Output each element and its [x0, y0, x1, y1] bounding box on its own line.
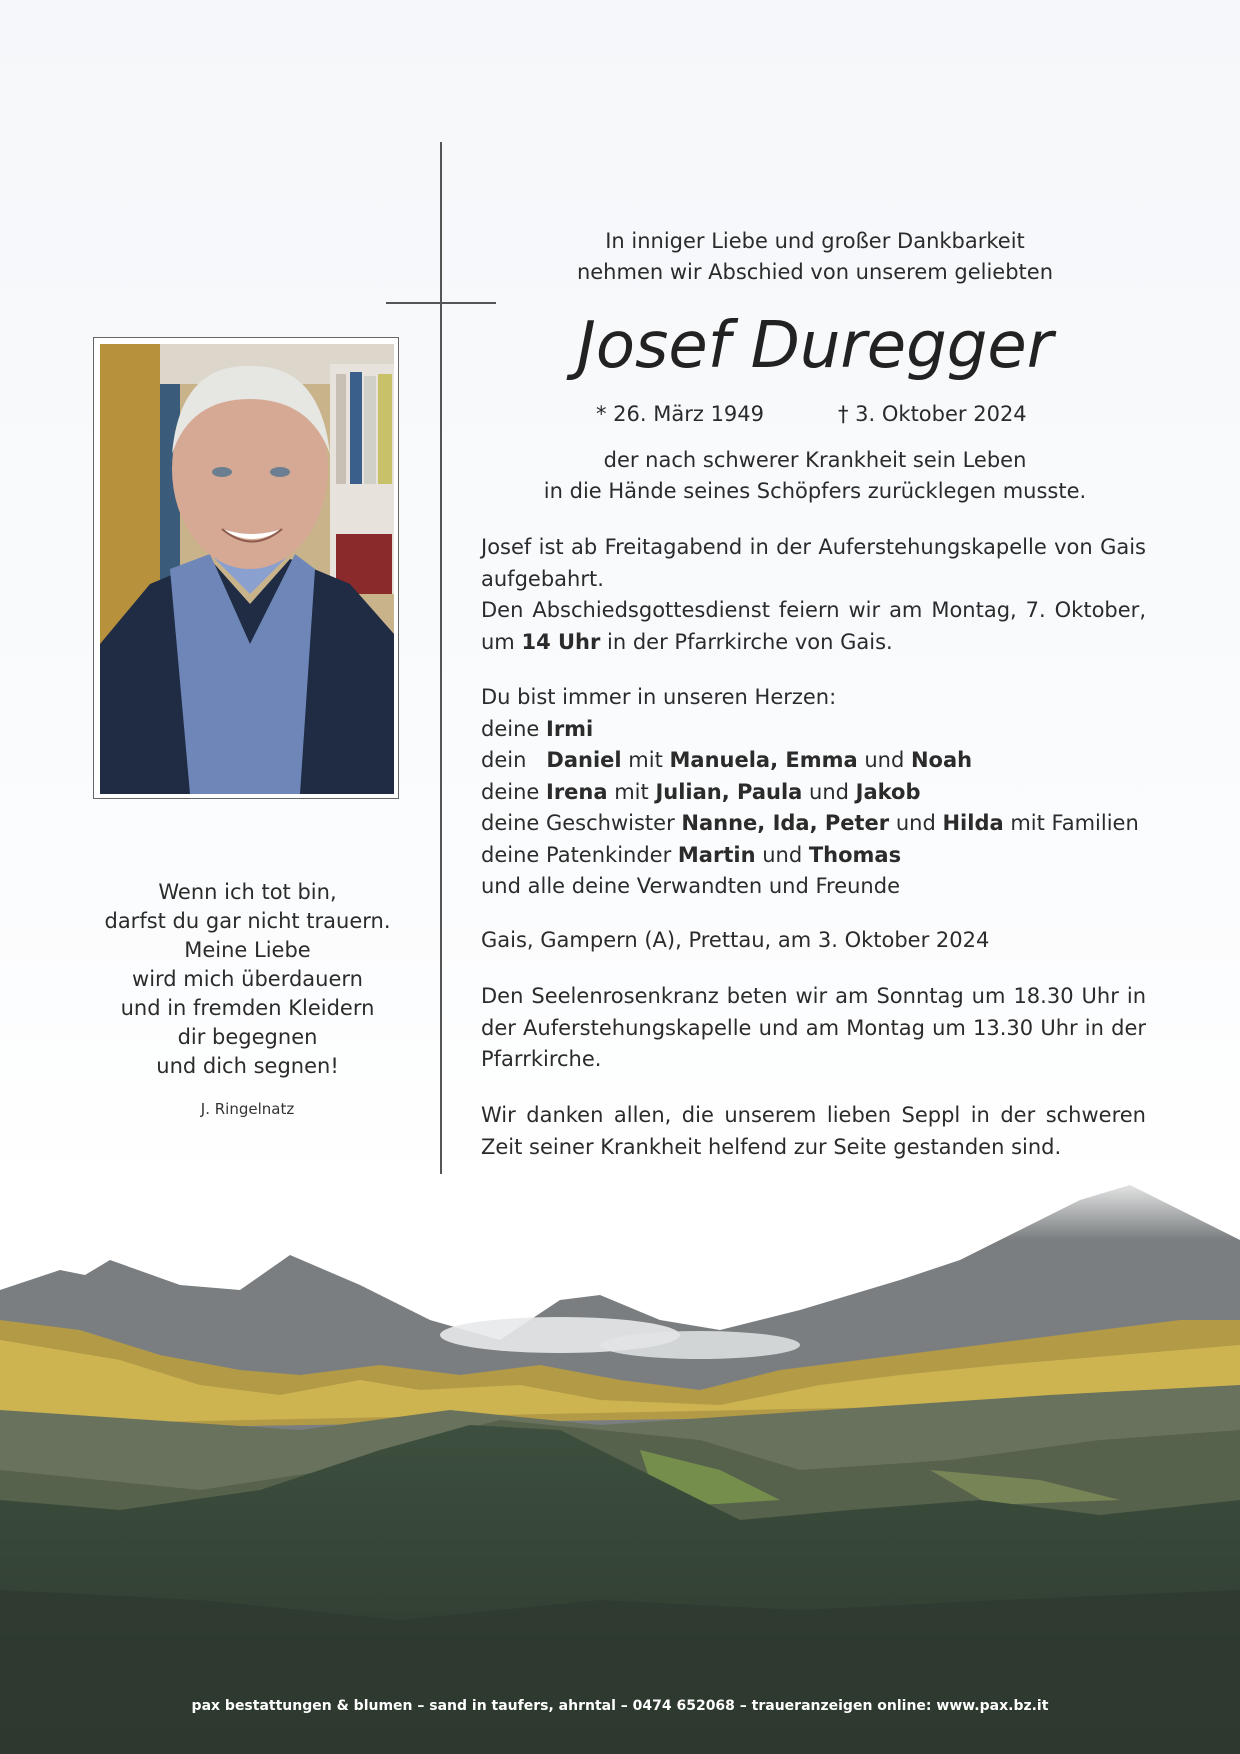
- funeral-text: Den Abschiedsgottesdienst feiern wir am Montag, 7. Oktober, um: [481, 598, 1146, 654]
- thanks-text: Wir danken allen, die unserem lieben Seppl in der schweren Zeit seiner Krankheit helfend zur Seite gestanden sind.: [481, 1103, 1146, 1159]
- poem-line: und dich segnen!: [156, 1054, 339, 1078]
- family-list: [481, 682, 1146, 903]
- funeral-time: 14 Uhr: [521, 629, 601, 654]
- poem-line: und in fremden Kleidern: [120, 996, 375, 1020]
- birth-date: * 26. März 1949: [596, 402, 765, 426]
- family-line: deine Irena mit Julian, Paula und Jakob: [481, 779, 921, 804]
- rosary-info: Den Seelenrosenkranz beten wir am Sonntag um 18.30 Uhr in der Auferstehungskapelle und am Montag um 13.30 Uhr in der Pfarrkirche.: [481, 984, 1146, 1071]
- phrase-line-1: der nach schwerer Krankheit sein Leben: [603, 448, 1027, 472]
- poem-line: Wenn ich tot bin,: [158, 880, 337, 904]
- intro-text: [480, 226, 1150, 288]
- deceased-name: Josef Duregger: [576, 309, 1054, 383]
- funeral-service-info: [481, 595, 1146, 658]
- family-heading: Du bist immer in unseren Herzen:: [481, 685, 837, 709]
- passing-phrase: [480, 445, 1150, 507]
- family-line: deine Patenkinder Martin und Thomas: [481, 842, 902, 867]
- cross-vertical-bar: [440, 142, 442, 1174]
- poem: [60, 878, 435, 1081]
- mountain-landscape-image: [0, 1170, 1240, 1754]
- death-date: † 3. Oktober 2024: [838, 402, 1027, 426]
- cross-horizontal-bar: [386, 302, 496, 304]
- place-and-date: Gais, Gampern (A), Prettau, am 3. Oktober 2024: [481, 928, 990, 952]
- poem-author: J. Ringelnatz: [200, 1100, 295, 1118]
- funeral-place: in der Pfarrkirche von Gais.: [600, 629, 893, 654]
- intro-line-1: In inniger Liebe und großer Dankbarkeit: [605, 229, 1025, 253]
- family-line: und alle deine Verwandten und Freunde: [481, 874, 900, 898]
- family-line: deine Geschwister Nanne, Ida, Peter und Hilda mit Familien: [481, 811, 1139, 835]
- family-line: dein Daniel mit Manuela, Emma und Noah: [481, 748, 973, 772]
- announcement-paragraph: [481, 532, 1146, 658]
- poem-line: dir begegnen: [177, 1025, 318, 1049]
- portrait-photo: [100, 344, 394, 794]
- phrase-line-2: in die Hände seines Schöpfers zurücklegen musste.: [543, 479, 1087, 503]
- poem-line: Meine Liebe: [184, 938, 311, 962]
- intro-line-2: nehmen wir Abschied von unserem geliebten: [576, 260, 1054, 284]
- footer-contact: pax bestattungen & blumen – sand in taufers, ahrntal – 0474 652068 – traueranzeigen online: www.pax.bz.it: [191, 1698, 1049, 1714]
- family-line: deine Irmi: [481, 716, 594, 741]
- poem-line: wird mich überdauern: [132, 967, 363, 991]
- poem-line: darfst du gar nicht trauern.: [104, 909, 391, 933]
- viewing-info: Josef ist ab Freitagabend in der Auferstehungskapelle von Gais aufgebahrt.: [481, 535, 1146, 591]
- portrait-frame: [93, 337, 399, 799]
